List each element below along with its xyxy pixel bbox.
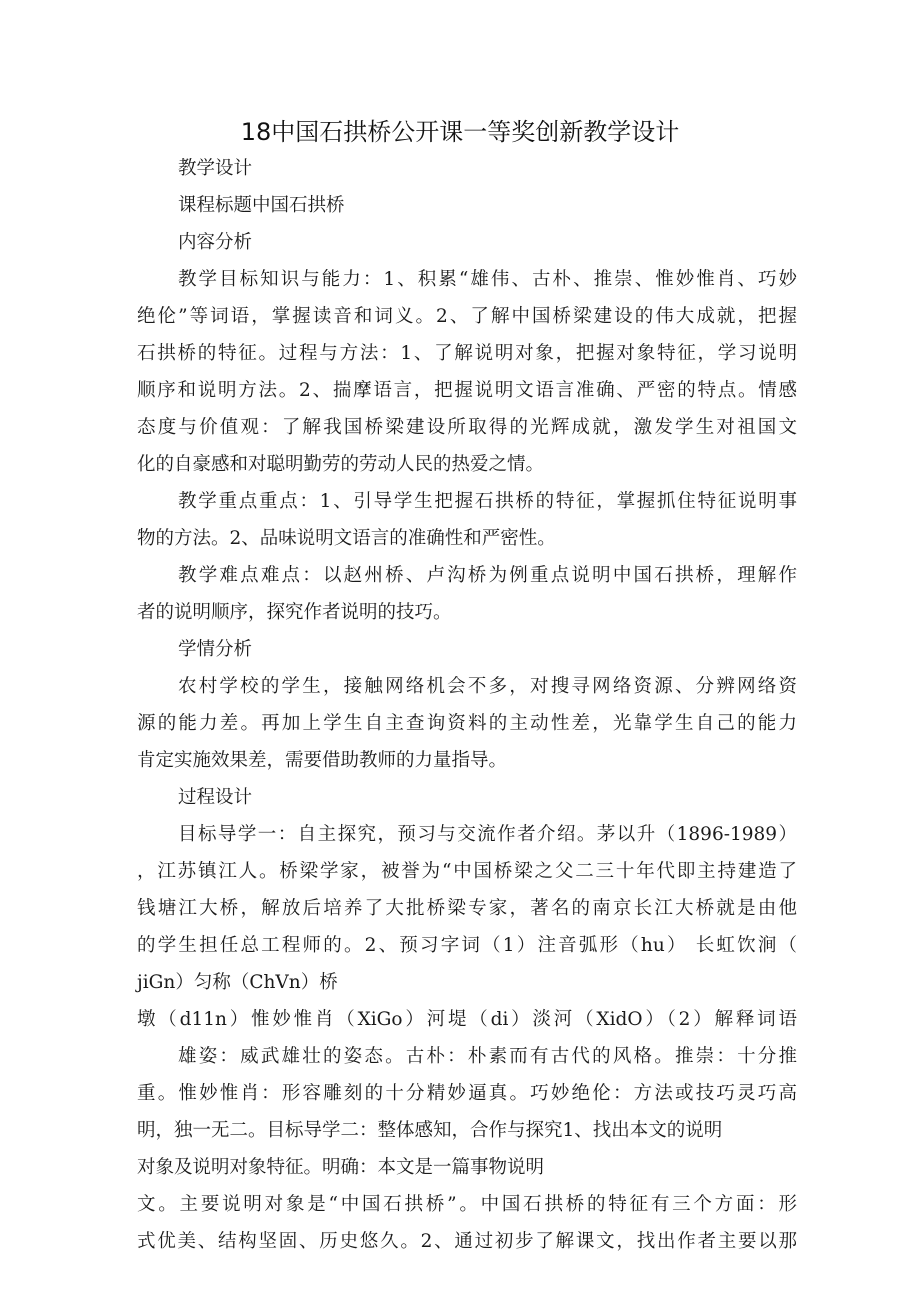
paragraph-line: 源的能力差。再加上学生自主查询资料的主动性差，光靠学生自己的能力 <box>137 713 797 734</box>
course-title-line: 课程标题中国石拱桥 <box>178 195 345 216</box>
paragraph-line: 的学生担任总工程师的。2、预习字词（1）注音弧形（hu） 长虹饮涧（ <box>137 935 797 956</box>
paragraph-line: 绝伦”等词语，掌握读音和词义。2、了解中国桥梁建设的伟大成就，把握 <box>137 306 797 327</box>
section-heading: 学情分析 <box>178 639 253 660</box>
paragraph-line: 石拱桥的特征。过程与方法：1、了解说明对象，把握对象特征，学习说明 <box>137 343 797 364</box>
paragraph-line: 重。惟妙惟肖：形容雕刻的十分精妙逼真。巧妙绝伦：方法或技巧灵巧高 <box>137 1083 797 1104</box>
paragraph-line: 顺序和说明方法。2、揣摩语言，把握说明文语言准确、严密的特点。情感 <box>137 380 797 401</box>
paragraph-line: 文。主要说明对象是“中国石拱桥”。中国石拱桥的特征有三个方面：形 <box>137 1194 797 1215</box>
paragraph-line: 对象及说明对象特征。明确：本文是一篇事物说明 <box>137 1157 545 1178</box>
paragraph-line: 农村学校的学生，接触网络机会不多，对搜寻网络资源、分辨网络资 <box>178 676 797 697</box>
paragraph-line: 墩（d11n）惟妙惟肖（XiGo）河堤（di）淡河（XidO）（2）解释词语 <box>137 1009 797 1030</box>
paragraph-line: 式优美、结构坚固、历史悠久。2、通过初步了解课文，找出作者主要以那 <box>137 1231 797 1252</box>
paragraph-line: 教学目标知识与能力：1、积累“雄伟、古朴、推崇、惟妙惟肖、巧妙 <box>178 269 797 290</box>
paragraph-line: 化的自豪感和对聪明勤劳的劳动人民的热爱之情。 <box>137 454 545 475</box>
section-heading: 过程设计 <box>178 787 253 808</box>
paragraph-line: 者的说明顺序，探究作者说明的技巧。 <box>137 602 452 623</box>
paragraph-line: 钱塘江大桥，解放后培养了大批桥梁专家，著名的南京长江大桥就是由他 <box>137 898 797 919</box>
section-heading: 内容分析 <box>178 232 253 253</box>
paragraph-line: 物的方法。2、品味说明文语言的准确性和严密性。 <box>137 528 556 549</box>
paragraph-line: 态度与价值观：了解我国桥梁建设所取得的光辉成就，激发学生对祖国文 <box>137 417 797 438</box>
paragraph-line: 肯定实施效果差，需要借助教师的力量指导。 <box>137 750 508 771</box>
document-title: 18中国石拱桥公开课一等奖创新教学设计 <box>240 118 680 146</box>
section-heading: 教学设计 <box>178 158 253 179</box>
paragraph-line: jiGn）匀称（ChVn）桥 <box>137 972 338 993</box>
paragraph-line: ，江苏镇江人。桥梁学家，被誉为“中国桥梁之父二三十年代即主持建造了 <box>137 861 797 882</box>
paragraph-line: 教学重点重点：1、引导学生把握石拱桥的特征，掌握抓住特征说明事 <box>178 491 797 512</box>
document-body <box>137 150 797 1260</box>
paragraph-line: 明，独一无二。目标导学二：整体感知，合作与探究1、找出本文的说明 <box>137 1120 723 1141</box>
paragraph-line: 教学难点难点：以赵州桥、卢沟桥为例重点说明中国石拱桥，理解作 <box>178 565 797 586</box>
paragraph-line: 雄姿：威武雄壮的姿态。古朴：朴素而有古代的风格。推崇：十分推 <box>178 1046 797 1067</box>
paragraph-line: 目标导学一：自主探究，预习与交流作者介绍。茅以升（1896-1989） <box>178 824 797 845</box>
